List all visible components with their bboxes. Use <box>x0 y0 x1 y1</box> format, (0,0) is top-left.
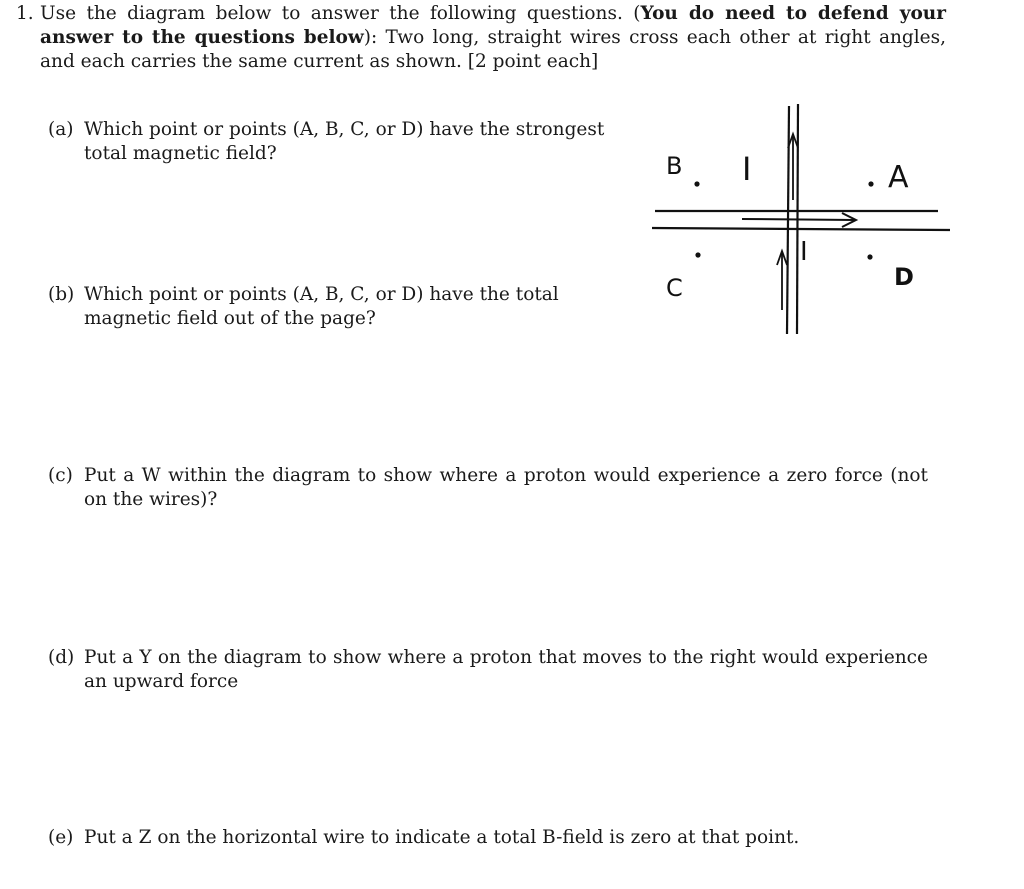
crossed-wires-diagram <box>650 100 960 340</box>
part-e-text: Put a Z on the horizontal wire to indicate a total B-field is zero at that point. <box>84 827 800 848</box>
point-d-dot <box>867 254 872 259</box>
part-c <box>48 464 928 512</box>
point-c-dot <box>695 252 700 257</box>
current-label-bottom: I <box>800 237 808 267</box>
point-a-dot <box>868 181 873 186</box>
part-b-text: Which point or points (A, B, C, or D) have the total magnetic field out of the page? <box>84 284 559 329</box>
part-e-label: (e) <box>48 827 74 848</box>
question-statement <box>40 2 946 74</box>
point-a-label: A <box>888 160 909 195</box>
part-a-label: (a) <box>48 119 74 140</box>
question-number: 1. <box>16 3 34 24</box>
intro-text-1: Use the diagram below to answer the following questions. ( <box>40 3 641 24</box>
part-c-text: Put a W within the diagram to show where a proton would experience a zero force (not on the wires)? <box>84 465 928 510</box>
part-a-text: Which point or points (A, B, C, or D) have the strongest total magnetic field? <box>84 119 605 164</box>
intro-bold-text: You do need to defend your answer to the questions below <box>40 3 946 48</box>
part-d <box>48 646 928 694</box>
part-c-label: (c) <box>48 465 73 486</box>
point-c-label: C <box>666 274 683 302</box>
part-b <box>48 283 568 331</box>
point-d-label: D <box>894 263 914 291</box>
current-label-top: I <box>742 150 752 188</box>
question-intro <box>16 2 946 74</box>
horizontal-current-arrow <box>742 213 856 227</box>
part-e <box>48 826 928 850</box>
part-b-label: (b) <box>48 284 75 305</box>
point-b-label: B <box>666 152 683 180</box>
intro-text-2: ): Two long, straight wires cross each other at right angles, and each carries the same current as shown. [2 point each] <box>40 27 946 72</box>
point-b-dot <box>694 181 699 186</box>
part-d-text: Put a Y on the diagram to show where a proton that moves to the right would experience an upward force <box>84 647 928 692</box>
lower-current-arrow <box>777 251 787 310</box>
part-d-label: (d) <box>48 647 75 668</box>
part-a <box>48 118 608 166</box>
